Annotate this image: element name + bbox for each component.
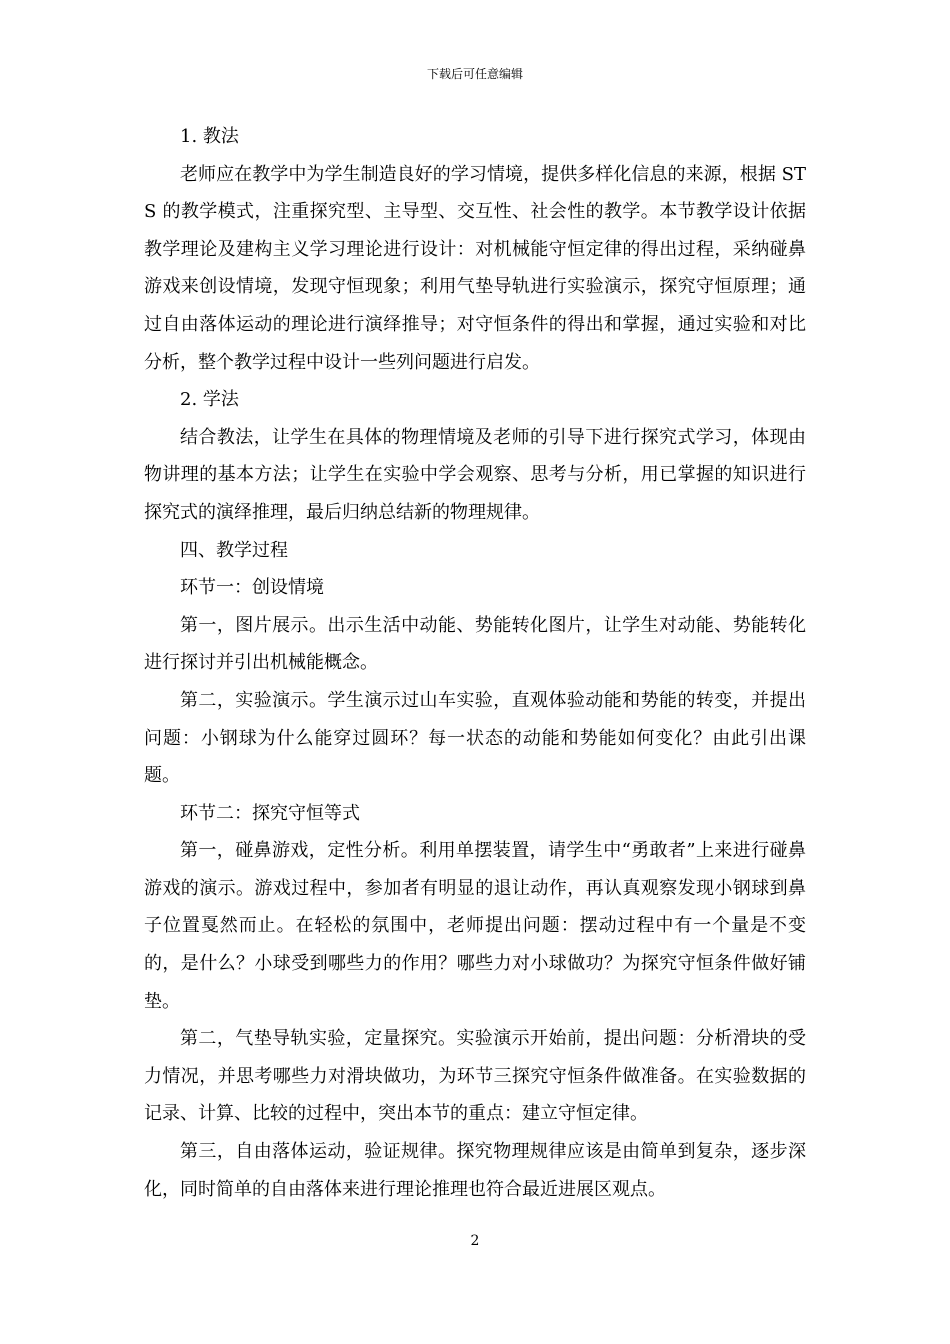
section-heading-teaching-process: 四、教学过程 [180,539,288,561]
document-body [144,118,806,1208]
page-number: 2 [470,1233,480,1249]
subheading-stage-one: 环节一：创设情境 [180,577,324,599]
paragraph-stage-two-first: 第一，碰鼻游戏，定性分析。利用单摆装置，请学生中“勇敢者”上来进行碰鼻游戏的演示。游戏过程中，参加者有明显的退让动作，再认真观察发现小钢球到鼻子位置戛然而止。在轻松的氛围中，老师提出问题：摆动过程中有一个量是不变的，是什么？小球受到哪些力的作用？哪些力对小球做功？为探究守恒条件做好铺垫。 [144,840,806,1012]
paragraph-stage-one-first: 第一，图片展示。出示生活中动能、势能转化图片，让学生对动能、势能转化进行探讨并引出机械能概念。 [144,614,806,674]
subheading-stage-two: 环节二：探究守恒等式 [180,802,360,824]
paragraph-learning-method: 结合教法，让学生在具体的物理情境及老师的引导下进行探究式学习，体现由物讲理的基本方法；让学生在实验中学会观察、思考与分析，用已掌握的知识进行探究式的演绎推理，最后归纳总结新的物理规律。 [144,426,806,523]
paragraph-teaching-method: 老师应在教学中为学生制造良好的学习情境，提供多样化信息的来源，根据 STS 的教学模式，注重探究型、主导型、交互性、社会性的教学。本节教学设计依据教学理论及建构主义学习理论进行设计：对机械能守恒定律的得出过程，采纳碰鼻游戏来创设情境，发现守恒现象；利用气垫导轨进行实验演示，探究守恒原理；通过自由落体运动的理论进行演绎推导；对守恒条件的得出和掌握，通过实验和对比分析，整个教学过程中设计一些列问题进行启发。 [144,163,806,373]
section-heading-teaching-method: 1. 教法 [180,126,239,147]
paragraph-stage-two-third: 第三，自由落体运动，验证规律。探究物理规律应该是由简单到复杂，逐步深化，同时简单的自由落体来进行理论推理也符合最近进展区观点。 [144,1141,806,1200]
section-heading-learning-method: 2. 学法 [180,389,239,411]
page-header: 下载后可任意编辑 [426,67,523,81]
paragraph-stage-one-second: 第二，实验演示。学生演示过山车实验，直观体验动能和势能的转变，并提出问题：小钢球为什么能穿过圆环？每一状态的动能和势能如何变化？由此引出课题。 [144,689,806,787]
paragraph-stage-two-second: 第二，气垫导轨实验，定量探究。实验演示开始前，提出问题：分析滑块的受力情况，并思考哪些力对滑块做功，为环节三探究守恒条件做准备。在实验数据的记录、计算、比较的过程中，突出本节的重点：建立守恒定律。 [144,1028,806,1125]
